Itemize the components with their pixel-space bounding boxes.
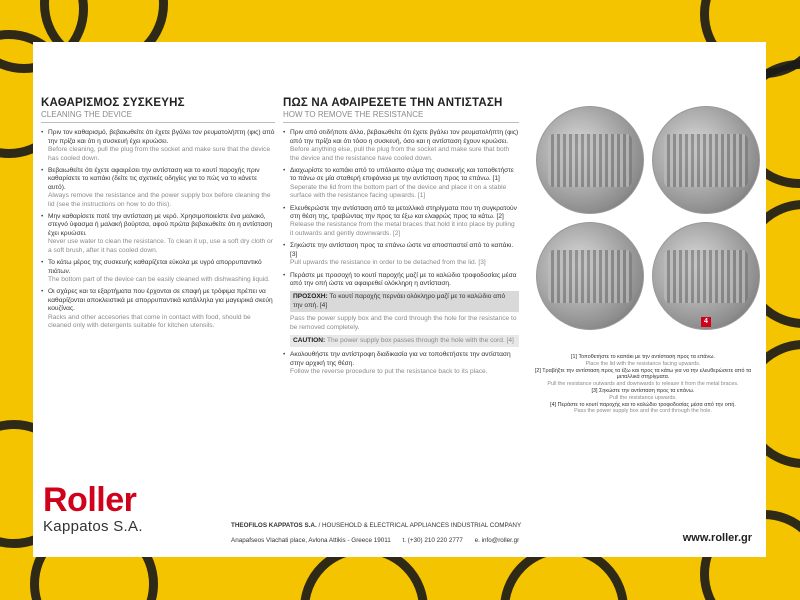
cleaning-list [41, 129, 275, 330]
footer-phone: t. (+30) 210 220 2777 [402, 537, 463, 544]
caution-note-greek [290, 291, 519, 312]
logo-brand: Roller [43, 481, 137, 519]
instruction-text-english: Before anything else, pull the plug from the socket and make sure that both the device and the resistance have cooled down. [290, 146, 510, 162]
photo-step-4 [652, 222, 760, 330]
instruction-text-english: Always remove the resistance and the power supply box before cleaning the lid (see the instructions on how to do this). [48, 192, 271, 208]
instruction-text-english: Racks and other accesories that come in contact with food, should be cleaned only with detergents suitable for kitchen utensils. [48, 313, 251, 329]
instruction-item [41, 213, 275, 255]
instruction-text-english: Pull upwards the resistance in order to be detached from the lid. [3] [290, 259, 486, 267]
instruction-text-english: The bottom part of the device can be easily cleaned with dishwashing liquid. [48, 275, 270, 283]
caption-greek: [3] Σηκώστε την αντίσταση προς τα επάνω. [591, 387, 695, 394]
footer-company: THEOFILOS KAPPATOS S.A. [231, 522, 317, 529]
instruction-text-greek: • Το κάτω μέρος της συσκευής καθαρίζεται εύκολα με υγρό απορρυπαντικό πιάτων. [48, 259, 262, 275]
content-card [33, 42, 766, 557]
instruction-text-english: Pass the power supply box and the cord through the hole for the resistance to be removed completely. [290, 315, 517, 331]
photo-captions [527, 354, 759, 415]
instruction-item [283, 129, 519, 163]
instruction-text-greek: • Σηκώστε την αντίσταση προς τα επάνω ώστε να αποσπαστεί από το καπάκι. [3] [290, 242, 514, 258]
instruction-item [283, 272, 519, 348]
caution-text: The power supply box passes through the hole with the cord. [4] [326, 336, 514, 344]
removal-subtitle: HOW TO REMOVE THE RESISTANCE [283, 111, 519, 123]
cleaning-title: ΚΑΘΑΡΙΣΜΟΣ ΣΥΣΚΕΥΗΣ [41, 97, 185, 109]
footer-description: / HOUSEHOLD & ELECTRICAL APPLIANCES INDUSTRIAL COMPANY [316, 522, 522, 529]
instruction-text-greek: • Διαχωρίστε το καπάκι από το υπόλοιπο σώμα της συσκευής και τοποθετήστε το πάνω σε μία σταθερή επιφάνεια με την αντίσταση προς τα επάνω. [1] [290, 167, 514, 183]
caption-english: Pull the resistance outwards and downwards to release it from the metal braces. [547, 381, 739, 388]
caption-english: Place the lid with the resistance facing upwards. [585, 360, 701, 367]
photo-step-1 [536, 106, 644, 214]
caution-label: ΠΡΟΣΟΧΗ: [293, 293, 328, 301]
footer [231, 522, 751, 544]
instruction-text-english: Never use water to clean the resistance. To clean it up, use a soft dry cloth or a soft brush, after it has cooled down. [48, 238, 273, 254]
caption-greek: [1] Τοποθετήστε το καπάκι με την αντίσταση προς τα επάνω. [571, 354, 715, 360]
instruction-text-greek: • Μην καθαρίσετε ποτέ την αντίσταση με νερό. Χρησιμοποιείστε ένα μαλακό, στεγνό ύφασμα ή μαλακή βούρτσα, αφού πρώτα βεβαιωθείτε ότι η αντίσταση έχει κρυώσει. [48, 213, 272, 237]
photo-number: 4 [701, 317, 711, 327]
caution-label: CAUTION: [293, 336, 326, 344]
photo-number: 1 [631, 193, 641, 203]
removal-list [283, 129, 519, 376]
instruction-text-greek: • Πριν από οτιδήποτε άλλο, βεβαιωθείτε ότι έχετε βγάλει τον ρευματολήπτη (φις) από την πρίζα και ότι τόσο η συσκευή, όσο και η αντίσταση έχουν κρυώσει. [290, 129, 519, 145]
instruction-item [41, 167, 275, 209]
cleaning-subtitle: CLEANING THE DEVICE [41, 111, 275, 123]
caption-greek: [4] Περάστε το κουτί παροχής και το καλώδιο τροφοδοσίας μέσα από την οπή. [550, 401, 736, 408]
caution-text: Το κουτί παροχής περνάει ολόκληρο μαζί με το καλώδιο από την οπή. [4] [293, 293, 506, 309]
cleaning-section [41, 97, 275, 334]
photo-grid [536, 106, 760, 330]
logo-company: Kappatos S.A. [43, 518, 143, 535]
caption-greek: [2] Τραβήξτε την αντίσταση προς τα έξω και προς τα κάτω για να την ελευθερώσετε από τα μεταλλικά στηρίγματα. [534, 367, 752, 381]
footer-email[interactable]: e. info@roller.gr [474, 537, 520, 544]
instruction-text-english: Follow the reverse procedure to put the resistance back to its place. [290, 368, 488, 376]
brand-logo [43, 482, 143, 535]
website-link[interactable]: www.roller.gr [682, 532, 752, 544]
instruction-text-greek: • Περάστε με προσοχή το κουτί παροχής μαζί με το καλώδιο τροφοδοσίας μέσα από την οπή ώστε να αφαιρεθεί ολόκληρη η αντίσταση. [290, 271, 517, 287]
instruction-text-greek: • Ακολουθήστε την αντίστροφη διαδικασία για να τοποθετήσετε την αντίσταση στην αρχική της θέση. [290, 351, 511, 367]
removal-section [283, 97, 519, 381]
caption-english: Pass the power supply box and the cord through the hole. [574, 408, 712, 415]
instruction-text-greek: • Οι σχάρες και τα εξαρτήματα που έρχονται σε επαφή με τρόφιμα πρέπει να καθαρίζονται αποκλειστικά με απορρυπαντικά κατάλληλα για μαγειρικά σκεύη κουζίνας. [48, 288, 273, 313]
instruction-item [41, 288, 275, 330]
instruction-text-greek: • Βεβαιωθείτε ότι έχετε αφαιρέσει την αντίσταση και το κουτί παροχής πριν καθαρίσετε το καπάκι (δείτε τις σχετικές οδηγίες για το πώς να το κάνετε αυτό). [48, 167, 260, 191]
photo-step-3 [536, 222, 644, 330]
photo-number: 3 [631, 309, 641, 319]
instruction-item [41, 259, 275, 284]
instruction-item [283, 167, 519, 201]
instruction-item [283, 351, 519, 376]
photo-number: 2 [747, 193, 757, 203]
instruction-text-english: Seperate the lid from the bottom part of the device and place it on a stable surface with the resistance facing upwards. [1] [290, 183, 507, 200]
instruction-item [283, 205, 519, 239]
caption-english: Pull the resistance upwards. [609, 394, 677, 401]
instruction-text-greek: • Ελευθερώστε την αντίσταση από τα μεταλλικά στηρίγματα που τη συγκρατούν στη θέση της, τραβώντας την προς τα έξω και ελαφρώς προς τα κάτω. [2] [290, 204, 517, 221]
instruction-item [41, 129, 275, 163]
photo-step-2 [652, 106, 760, 214]
instruction-text-greek: • Πριν τον καθαρισμό, βεβαιωθείτε ότι έχετε βγάλει τον ρευματολήπτη (φις) από την πρίζα και ότι η συσκευή έχει κρυώσει. [48, 129, 275, 145]
footer-address: Anapafseos Vlachati place, Avlona Attikis - Greece 19011 [231, 537, 391, 544]
removal-title: ΠΩΣ ΝΑ ΑΦΑΙΡΕΣΕΤΕ ΤΗΝ ΑΝΤΙΣΤΑΣΗ [283, 97, 503, 109]
instruction-text-english: Before cleaning, pull the plug from the socket and make sure that the device has cooled down. [48, 146, 271, 162]
caution-note-english [290, 335, 519, 347]
instruction-text-english: Release the resistance from the metal braces that hold it into place by pulling it outwards and gently downwards. [2] [290, 221, 515, 237]
instruction-item [283, 242, 519, 267]
